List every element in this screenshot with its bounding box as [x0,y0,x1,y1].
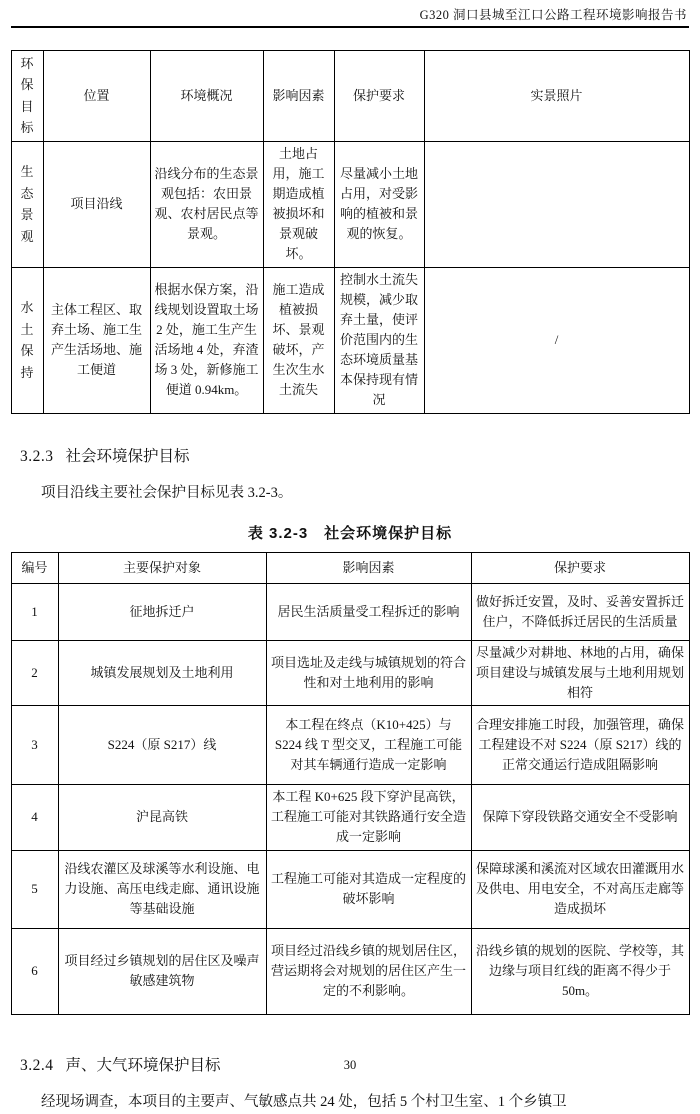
section-number: 3.2.3 [20,447,54,465]
column-header-object: 主要保护对象 [58,552,266,583]
column-header-location: 位置 [43,51,150,142]
cell-target: 生态景观 [11,141,43,267]
cell-requirement: 保障下穿段铁路交通安全不受影响 [471,785,689,850]
cell-object: 沪昆高铁 [58,785,266,850]
column-header-overview: 环境概况 [150,51,263,142]
table-row-eco-landscape [11,141,689,267]
column-header-factor: 影响因素 [266,552,471,583]
paragraph-3-2-4: 经现场调查，本项目的主要声、气敏感点共 24 处，包括 5 个村卫生室、1 个乡镇卫 [41,1093,567,1110]
cell-id: 5 [11,850,58,928]
cell-location: 项目沿线 [43,141,150,267]
table-header-row [11,552,689,583]
cell-requirement: 保障球溪和溪流对区域农田灌溉用水及供电、用电安全，不对高压走廊等造成损坏 [471,850,689,928]
cell-factor: 工程施工可能对其造成一定程度的破坏影响 [266,850,471,928]
cell-id: 3 [11,706,58,785]
page-number: 30 [343,1058,357,1072]
cell-photo: / [424,267,689,413]
cell-factor: 土地占用，施工期造成植被损坏和景观破坏。 [263,141,334,267]
table-row [11,850,689,928]
column-header-photo: 实景照片 [424,51,689,142]
section-heading-3-2-3 [20,444,700,466]
cell-id: 6 [11,928,58,1014]
section-number: 3.2.4 [20,1056,54,1074]
cell-photo [424,141,689,267]
section-title: 声、大气环境保护目标 [65,1056,221,1074]
cell-requirement: 合理安排施工时段，加强管理，确保工程建设不对 S224（原 S217）线的正常交通运行造成阻隔影响 [471,706,689,785]
table-header-row [11,51,689,142]
cell-requirement: 尽量减小土地占用，对受影响的植被和景观的恢复。 [334,141,424,267]
table-row [11,583,689,640]
cell-factor: 项目选址及走线与城镇规划的符合性和对土地利用的影响 [266,640,471,705]
cell-id: 2 [11,640,58,705]
cell-id: 4 [11,785,58,850]
cell-object: 项目经过乡镇规划的居住区及噪声敏感建筑物 [58,928,266,1014]
ecology-protection-table [11,50,690,414]
cell-overview: 沿线分布的生态景观包括：农田景观、农村居民点等景观。 [150,141,263,267]
table-row-soil-conservation [11,267,689,413]
running-header: G320 洞口县城至江口公路工程环境影响报告书 [11,0,689,28]
cell-object: 征地拆迁户 [58,583,266,640]
cell-overview: 根据水保方案，沿线规划设置取土场 2 处，施工生产生活场地 4 处，弃渣场 3 处，新修施工便道 0.94km。 [150,267,263,413]
cell-factor: 项目经过沿线乡镇的规划居住区，营运期将会对规划的居住区产生一定的不利影响。 [266,928,471,1014]
cell-object: 沿线农灌区及球溪等水利设施、电力设施、高压电线走廊、通讯设施等基础设施 [58,850,266,928]
social-protection-table [11,552,690,1015]
cell-location: 主体工程区、取弃土场、施工生产生活场地、施工便道 [43,267,150,413]
column-header-factor: 影响因素 [263,51,334,142]
cell-factor: 居民生活质量受工程拆迁的影响 [266,583,471,640]
cell-requirement: 尽量减少对耕地、林地的占用，确保项目建设与城镇发展与土地利用规划相符 [471,640,689,705]
cell-requirement: 控制水土流失规模，减少取弃土量，使评价范围内的生态环境质量基本保持现有情况 [334,267,424,413]
table-caption: 表 3.2-3 社会环境保护目标 [247,524,453,542]
cell-object: 城镇发展规划及土地利用 [58,640,266,705]
column-header-id: 编号 [11,552,58,583]
paragraph-3-2-3: 项目沿线主要社会保护目标见表 3.2-3。 [41,484,293,501]
column-header-requirement: 保护要求 [334,51,424,142]
table-row [11,706,689,785]
column-header-target: 环保目标 [11,51,43,142]
cell-factor: 施工造成植被损坏、景观破坏，产生次生水土流失 [263,267,334,413]
cell-factor: 本工程在终点（K10+425）与 S224 线 T 型交叉，工程施工可能对其车辆通行造成一定影响 [266,706,471,785]
column-header-requirement: 保护要求 [471,552,689,583]
cell-factor: 本工程 K0+625 段下穿沪昆高铁，工程施工可能对其铁路通行安全造成一定影响 [266,785,471,850]
table-row [11,785,689,850]
cell-requirement: 做好拆迁安置，及时、妥善安置拆迁住户，不降低拆迁居民的生活质量 [471,583,689,640]
cell-target: 水土保持 [11,267,43,413]
table-row [11,640,689,705]
cell-object: S224（原 S217）线 [58,706,266,785]
table-row [11,928,689,1014]
section-title: 社会环境保护目标 [65,447,190,465]
cell-requirement: 沿线乡镇的规划的医院、学校等，其边缘与项目红线的距离不得少于 50m。 [471,928,689,1014]
cell-id: 1 [11,583,58,640]
